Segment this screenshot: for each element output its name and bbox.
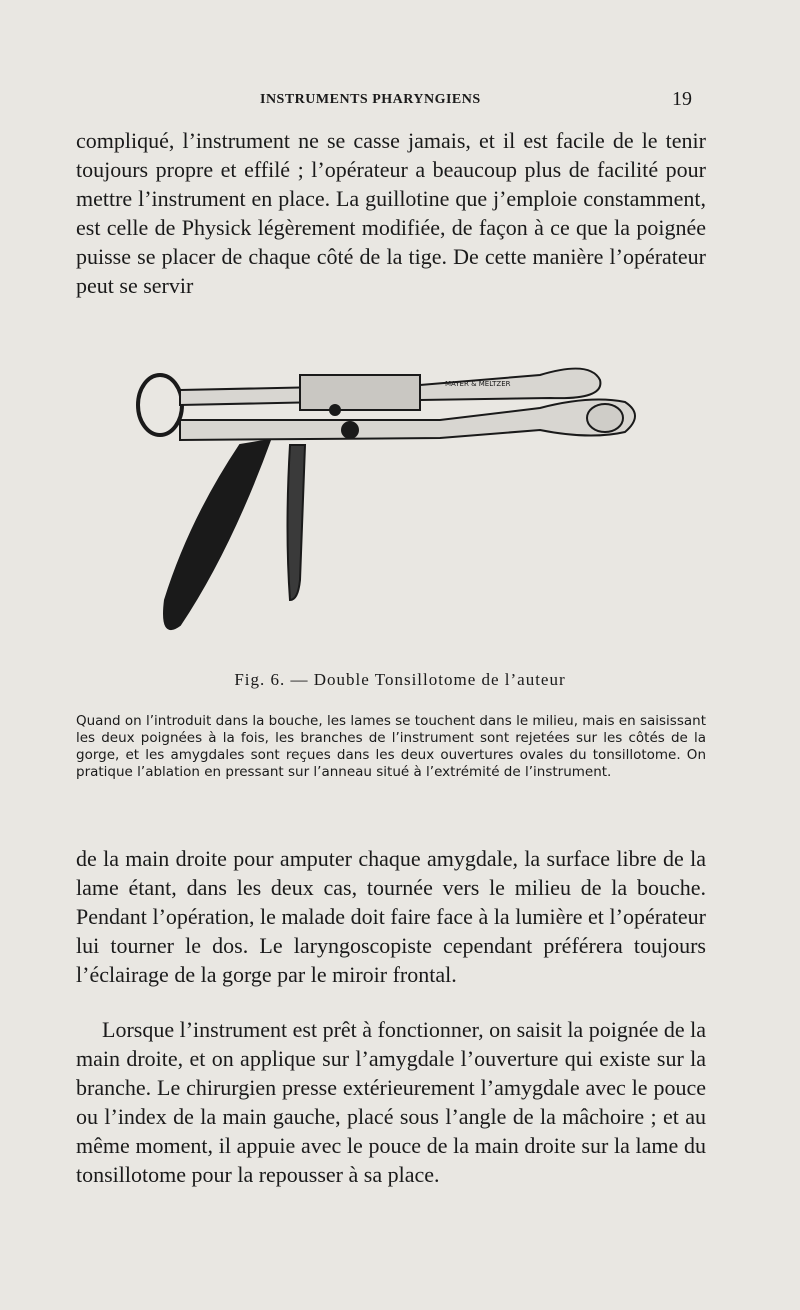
mechanism-block — [300, 375, 420, 410]
page-number: 19 — [672, 88, 692, 110]
ring-handle — [138, 375, 182, 435]
paragraph-final: Lorsque l’instrument est prêt à fonctionner, on saisit la poignée de la main droite, et on applique sur l’amygdale l’ouverture qui existe sur la branche. Le chirurgien presse extérieurement l’amygdale avec le pouce ou l’index de la main gauche, placé sous l’angle de la mâchoire ; et au même moment, il appuie avec le pouce de la main droite sur la lame du tonsillotome pour la repousser à sa place. — [76, 1017, 706, 1187]
running-head: INSTRUMENTS PHARYNGIENS — [260, 92, 481, 107]
pivot-screw — [342, 422, 358, 438]
engraved-label: MAYER & MELTZER — [445, 380, 511, 388]
oval-opening — [587, 404, 623, 432]
figure-caption-title: Fig. 6. — Double Tonsillotome de l’auteur — [234, 670, 566, 689]
dark-handle — [164, 440, 270, 629]
figure-caption-text: Quand on l’introduit dans la bouche, les lames se touchent dans le milieu, mais en saisissant les deux poignées à la fois, les branches de l’instrument sont rejetées sur les côtés de la gorge, et les amygdales sont reçues dans les deux ouvertures ovales du tonsillotome. On pratique l’ablation en pressant sur l’anneau situé à l’extrémité de l’instrument. — [76, 713, 706, 780]
pivot-screw-2 — [330, 405, 340, 415]
lever-handle — [288, 445, 306, 600]
paragraph-top: compliqué, l’instrument ne se casse jamais, et il est facile de le tenir toujours propre et effilé ; l’opérateur a beaucoup plus de facilité pour mettre l’instrument en place. La guillotine que j’emploie constamment, est celle de Physick légèrement modifiée, de façon à ce que la poignée puisse se placer de chaque côté de la tige. De cette manière l’opérateur peut se servir — [76, 128, 706, 298]
tonsillotome-illustration — [120, 350, 660, 650]
paragraph-after-figure: de la main droite pour amputer chaque amygdale, la surface libre de la lame étant, dans les deux cas, tournée vers le milieu de la bouche. Pendant l’opération, le malade doit faire face à la lumière et l’opérateur lui tourner le dos. Le laryngoscopiste cependant préférera toujours l’éclairage de la gorge par le miroir frontal. — [76, 846, 706, 987]
